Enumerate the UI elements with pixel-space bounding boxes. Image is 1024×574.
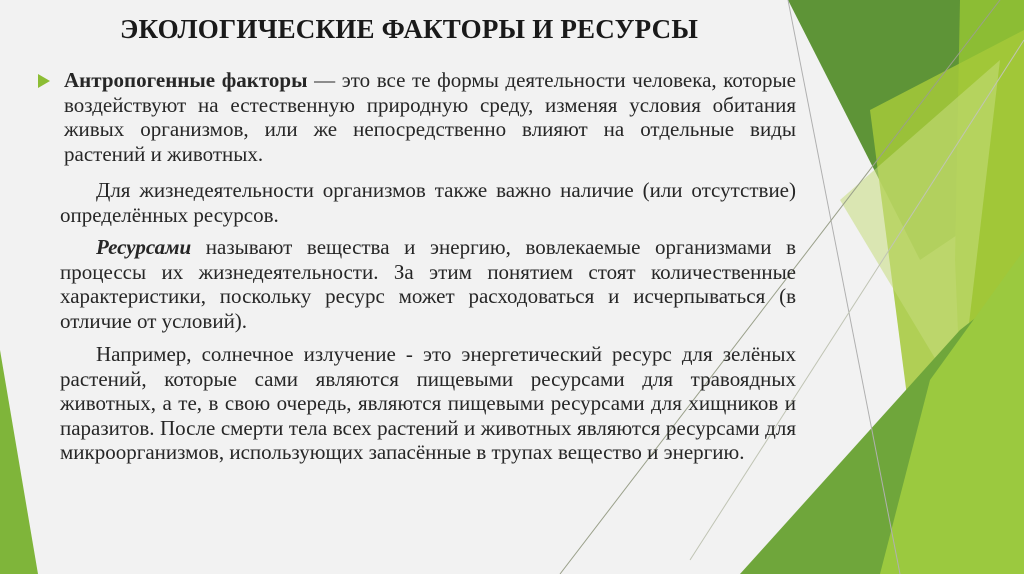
slide-title: ЭКОЛОГИЧЕСКИЕ ФАКТОРЫ И РЕСУРСЫ: [120, 14, 699, 44]
paragraph-resources-definition: [60, 235, 796, 333]
paragraph-anthropogenic-factors: [60, 68, 796, 166]
term-anthropogenic-factors: Антропогенные факторы: [64, 68, 308, 92]
definition-anthropogenic-factors: — это все те формы деятельности человека, которые воздействуют на естественную природную среду, изменяя условия обитания живых организмов, или же непосредственно влияют на отдельные виды растений и животных.: [64, 68, 796, 166]
triangle-bullet-icon: [38, 74, 50, 88]
left-green-strip: [0, 350, 38, 574]
paragraph-example: Например, солнечное излучение - это энергетический ресурс для зелёных растений, которые сами являются пищевыми ресурсами для травоядных животных, а те, в свою очередь, являются пищевыми ресурсами для хищников и паразитов. После смерти тела всех растений и животных являются ресурсами для микроорганизмов, использующих запасённые в трупах вещество и энергию.: [60, 342, 796, 464]
definition-resources: называют вещества и энергию, вовлекаемые организмами в процессы их жизнедеятельности. За этим понятием стоят количественные характеристики, поскольку ресурс может расходоваться и исчерпываться (в отличие от условий).: [60, 235, 796, 333]
term-resources: Ресурсами: [96, 235, 192, 259]
paragraph-resources-importance: Для жизнедеятельности организмов также важно наличие (или отсутствие) определённых ресурсов.: [60, 178, 796, 227]
slide-body: [60, 68, 796, 465]
